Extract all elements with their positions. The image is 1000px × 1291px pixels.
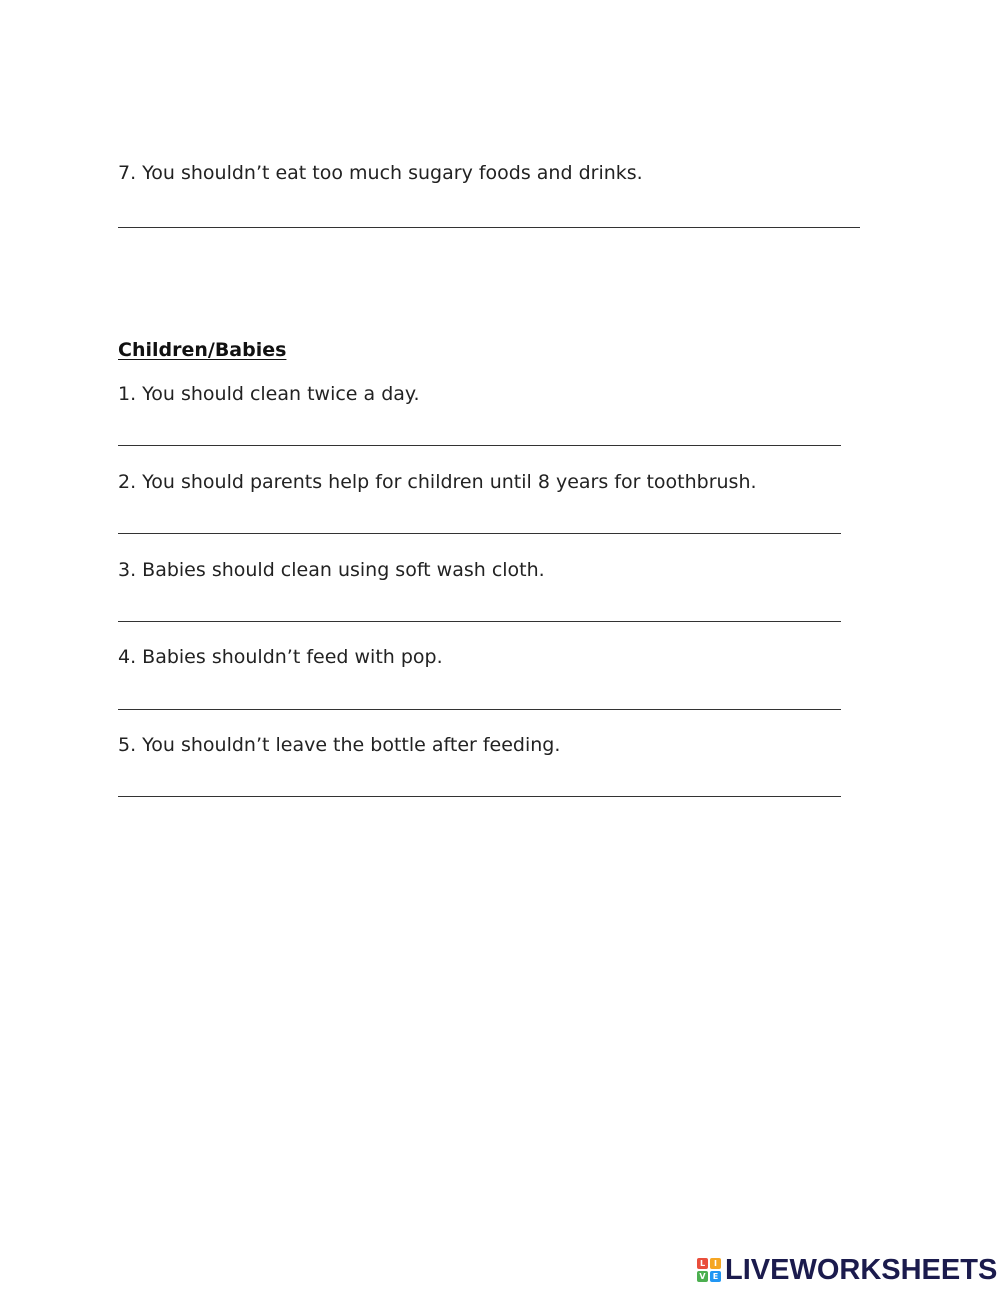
child-item-5-text: 5. You shouldn’t leave the bottle after feeding.	[118, 734, 561, 756]
child-item-1-text: 1. You should clean twice a day.	[118, 383, 420, 405]
answer-line-child-2[interactable]	[118, 533, 841, 534]
answer-line-child-5[interactable]	[118, 796, 841, 797]
answer-line-child-4[interactable]	[118, 709, 841, 710]
logo-block-e: E	[710, 1271, 721, 1282]
logo-blocks-icon	[697, 1258, 721, 1282]
answer-line-child-3[interactable]	[118, 621, 841, 622]
question-7-text: 7. You shouldn’t eat too much sugary foods and drinks.	[118, 162, 643, 184]
section-heading: Children/Babies	[118, 339, 287, 361]
answer-line-child-1[interactable]	[118, 445, 841, 446]
logo-block-v: V	[697, 1271, 708, 1282]
logo-block-i: I	[710, 1258, 721, 1269]
child-item-3-text: 3. Babies should clean using soft wash cloth.	[118, 559, 545, 581]
child-item-2-text: 2. You should parents help for children until 8 years for toothbrush.	[118, 471, 757, 493]
answer-line-7[interactable]	[118, 227, 860, 228]
liveworksheets-logo	[697, 1255, 997, 1285]
logo-text: LIVEWORKSHEETS	[725, 1254, 998, 1286]
logo-block-l: L	[697, 1258, 708, 1269]
child-item-4-text: 4. Babies shouldn’t feed with pop.	[118, 646, 443, 668]
